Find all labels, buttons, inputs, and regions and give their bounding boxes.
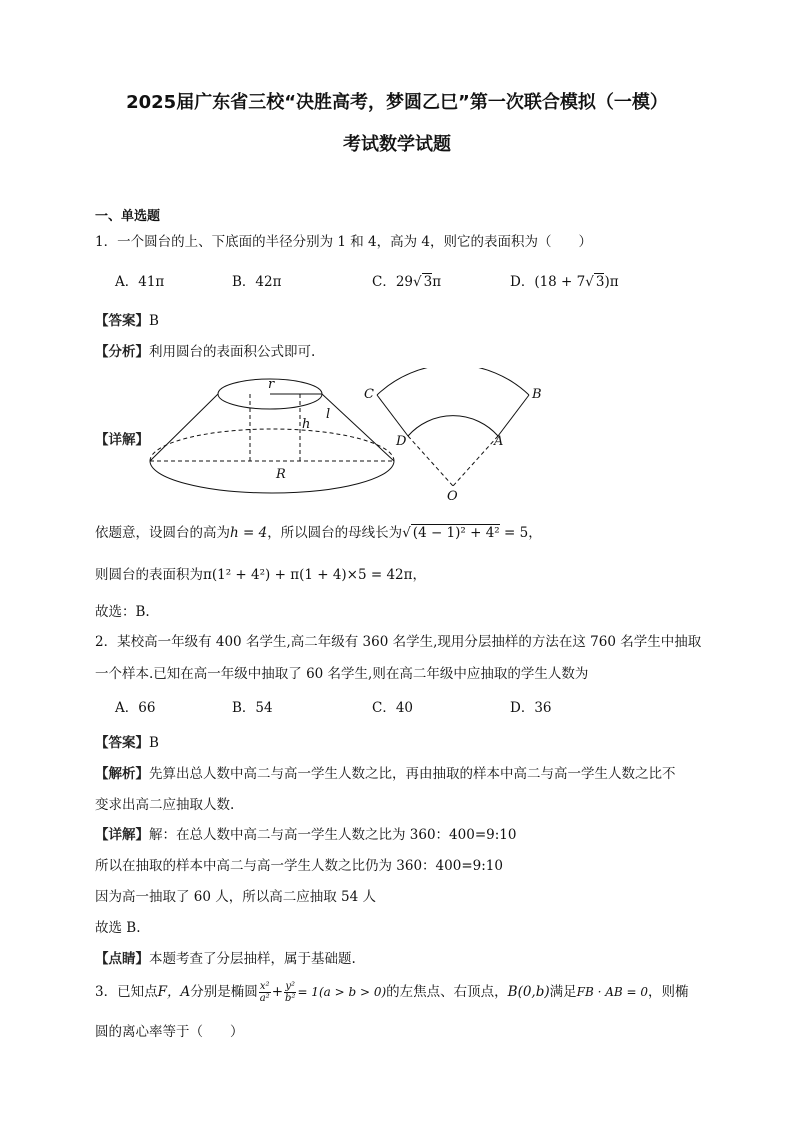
q1-analysis: 【分析】利用圆台的表面积公式即可. xyxy=(95,344,316,360)
q1-option-c: C．29√ 3π xyxy=(372,274,442,290)
q2-detail-line1: 【详解】解：在总人数中高二与高一学生人数之比为 360：400=9:10 xyxy=(95,827,517,843)
q2-detail-line3: 因为高一抽取了 60 人，所以高二应抽取 54 人 xyxy=(95,889,377,905)
section-heading: 一、单选题 xyxy=(95,209,161,224)
label-C: C xyxy=(364,387,374,402)
q2-detail-line2: 所以在抽取的样本中高二与高一学生人数之比仍为 360：400=9:10 xyxy=(95,858,503,874)
q2-analysis-line2: 变求出高二应抽取人数. xyxy=(95,797,235,813)
q1-answer: 【答案】B xyxy=(95,313,159,329)
frac-x2-a2: $\frac{\text{x²}}{\text{a²}}$ xyxy=(259,981,270,1004)
label-R: R xyxy=(276,467,286,482)
q1-option-b: B．42π xyxy=(232,274,282,290)
q1-detail-tag: 【详解】 xyxy=(95,432,149,448)
q1-option-a: A．41π xyxy=(115,274,165,290)
q2-stem-line2: 一个样本.已知在高一年级中抽取了 60 名学生,则在高二年级中应抽取的学生人数为 xyxy=(95,666,589,682)
q1-detail-line1: 依题意，设圆台的高为h = 4，所以圆台的母线长为√ (4 − 1)² + 4² = 5， xyxy=(95,525,542,541)
q2-answer: 【答案】B xyxy=(95,735,159,751)
label-r: r xyxy=(268,377,275,392)
frac-y2-b2: $\frac{\text{y²}}{\text{b²}}$ xyxy=(285,981,296,1004)
q2-option-b: B．54 xyxy=(232,700,273,716)
label-D: D xyxy=(396,434,407,449)
q3-stem-line1: 3．已知点F，A分别是椭圆 $\frac{\text{x²}}{\text{a²}}$ + $\frac{\text{y²}}{\text{b²}}$ = 1(a > b > 0)的左焦点、右顶点，B(0,b)满足FB · AB = 0，则椭 xyxy=(95,981,689,1004)
q2-stem-line1: 2．某校高一年级有 400 名学生,高二年级有 360 名学生,现用分层抽样的方法在这 760 名学生中抽取 xyxy=(95,634,702,650)
q2-conclusion: 故选 B. xyxy=(95,920,141,936)
q1-option-d: D．(18 + 7√ 3)π xyxy=(510,274,619,290)
q1-conclusion: 故选：B. xyxy=(95,604,150,620)
label-l: l xyxy=(326,407,331,422)
q2-option-d: D．36 xyxy=(510,700,552,716)
label-B: B xyxy=(532,387,542,402)
label-h: h xyxy=(302,417,311,432)
q2-comment: 【点睛】本题考查了分层抽样，属于基础题. xyxy=(95,951,356,967)
frustum-figure xyxy=(150,377,394,493)
q1-figure xyxy=(140,368,560,508)
label-O: O xyxy=(447,489,458,504)
q2-option-c: C．40 xyxy=(372,700,414,716)
doc-title-line2: 考试数学试题 xyxy=(343,134,451,155)
q2-analysis-line1: 【解析】先算出总人数中高二与高一学生人数之比，再由抽取的样本中高二与高一学生人数之比不 xyxy=(95,766,676,782)
q1-detail-line2: 则圆台的表面积为π(1² + 4²) + π(1 + 4)×5 = 42π， xyxy=(95,567,427,583)
label-A: A xyxy=(494,434,504,449)
q3-stem-line2: 圆的离心率等于（ ） xyxy=(95,1024,244,1040)
doc-title-line1: 2025届广东省三校“决胜高考，梦圆乙巳”第一次联合模拟（一模） xyxy=(126,92,668,113)
q2-option-a: A．66 xyxy=(115,700,156,716)
q1-stem: 1．一个圆台的上、下底面的半径分别为 1 和 4，高为 4，则它的表面积为（ ） xyxy=(95,234,593,250)
sector-figure xyxy=(364,368,542,504)
